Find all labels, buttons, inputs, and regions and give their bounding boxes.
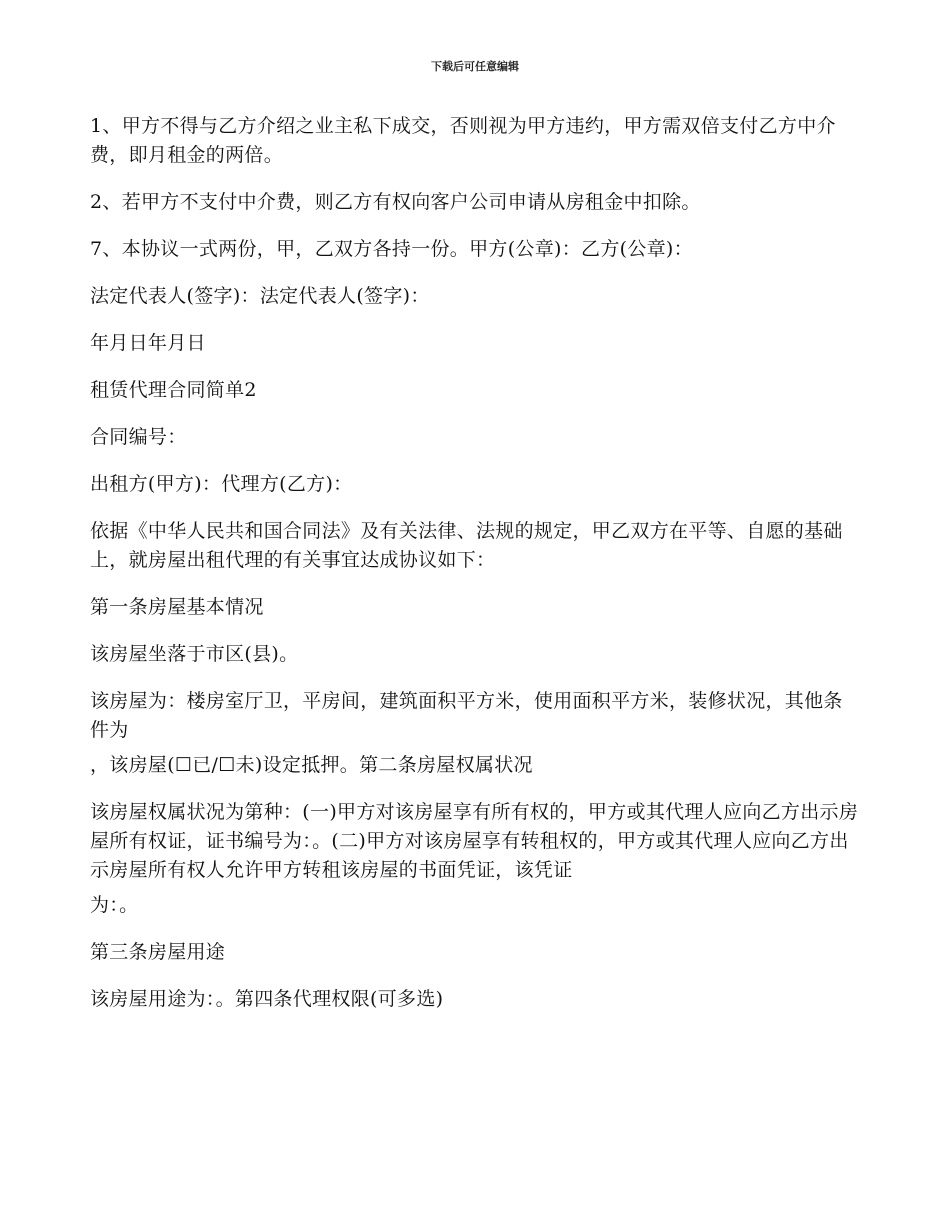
paragraph-location: 该房屋坐落于市区(县)。: [90, 643, 299, 665]
contract-parties: 出租方(甲方)：代理方(乙方)：: [90, 473, 353, 495]
contract-number: 合同编号：: [90, 426, 187, 448]
paragraph-clause-2: 2、若甲方不支付中介费，则乙方有权向客户公司申请从房租金中扣除。: [90, 191, 701, 213]
paragraph-clause-7: 7、本协议一式两份，甲，乙双方各持一份。甲方(公章)：乙方(公章)：: [90, 238, 693, 260]
paragraph-certificate: 为：。: [90, 894, 139, 916]
paragraph-dates: 年月日年月日: [90, 332, 206, 354]
paragraph-usage: 该房屋用途为：。第四条代理权限(可多选): [90, 988, 444, 1010]
paragraph-mortgage: ，该房屋(☐已/☐未)设定抵押。第二条房屋权属状况: [90, 754, 533, 776]
article-1-heading: 第一条房屋基本情况: [90, 596, 264, 618]
document-body: [90, 112, 860, 1032]
paragraph-clause-1: 1、甲方不得与乙方介绍之业主私下成交，否则视为甲方违约，甲方需双倍支付乙方中介费，即月租金的两倍。: [90, 115, 836, 166]
paragraph-signatures: 法定代表人(签字)：法定代表人(签字)：: [90, 285, 430, 307]
contract-title: 租赁代理合同简单2: [90, 379, 257, 401]
article-3-heading: 第三条房屋用途: [90, 941, 226, 963]
paragraph-house-details: 该房屋为：楼房室厅卫，平房间，建筑面积平方米，使用面积平方米，装修状况，其他条件为: [90, 690, 843, 741]
page-header-note: 下载后可任意编辑: [431, 60, 519, 73]
paragraph-ownership: 该房屋权属状况为第种：(一)甲方对该房屋享有所有权的，甲方或其代理人应向乙方出示房屋所有权证，证书编号为：。(二)甲方对该房屋享有转租权的，甲方或其代理人应向乙方出示房屋所有权人允许甲方转租该房屋的书面凭证，该凭证: [90, 801, 859, 881]
paragraph-legal-basis: 依据《中华人民共和国合同法》及有关法律、法规的规定，甲乙双方在平等、自愿的基础上，就房屋出租代理的有关事宜达成协议如下：: [90, 520, 843, 571]
